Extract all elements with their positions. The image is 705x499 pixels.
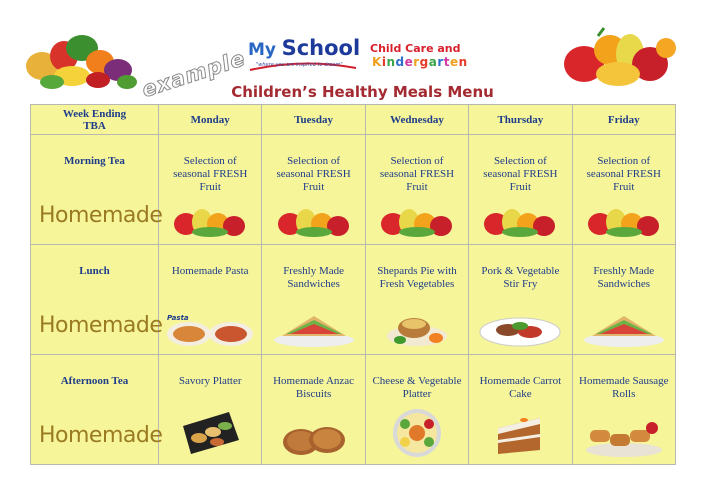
- menu-item-text: Selection of seasonal FRESH Fruit: [586, 155, 661, 193]
- menu-item-text: Freshly Made Sandwiches: [593, 265, 655, 290]
- menu-cell: [159, 355, 262, 465]
- menu-cell: [365, 355, 468, 465]
- kindergarten-letter: e: [450, 55, 459, 69]
- menu-item-text: Selection of seasonal FRESH Fruit: [379, 155, 455, 193]
- menu-cell: [572, 355, 675, 465]
- cheese-platter-image: [387, 408, 447, 458]
- homemade-badge: Homemade: [39, 423, 163, 448]
- table-header-row: [31, 105, 676, 135]
- row-label-cell: [31, 355, 163, 465]
- fruit-image: [586, 204, 662, 238]
- day-header-tuesday: Tuesday: [262, 105, 365, 135]
- sandwich-image: [272, 312, 356, 348]
- row-label: Morning Tea: [64, 155, 125, 167]
- kindergarten-letter: r: [437, 55, 444, 69]
- fruit-bowl-image: [558, 24, 680, 90]
- example-stamp: example: [138, 46, 249, 102]
- fruit-image: [172, 204, 248, 238]
- kindergarten-letter: g: [419, 55, 429, 69]
- table-row: [31, 135, 676, 245]
- kindergarten-letter: n: [386, 55, 396, 69]
- sandwich-image: [582, 312, 666, 348]
- menu-cell: [262, 135, 365, 245]
- menu-item-text: Freshly Made Sandwiches: [283, 265, 344, 290]
- menu-cell: [262, 355, 365, 465]
- day-header-monday: Monday: [159, 105, 262, 135]
- page-title: Children’s Healthy Meals Menu: [231, 83, 494, 101]
- menu-item-text: Selection of seasonal FRESH Fruit: [483, 155, 558, 193]
- page-header: [0, 0, 705, 104]
- menu-cell: [469, 245, 572, 355]
- day-header-friday: Friday: [572, 105, 675, 135]
- row-label: Afternoon Tea: [60, 375, 129, 387]
- kindergarten-letter: r: [413, 55, 420, 69]
- menu-item-text: Homemade Sausage Rolls: [579, 375, 669, 400]
- menu-item-text: Shepards Pie with Fresh Vegetables: [377, 265, 457, 290]
- kindergarten-letter: K: [372, 55, 382, 69]
- menu-cell: [469, 355, 572, 465]
- day-header-thursday: Thursday: [469, 105, 572, 135]
- menu-item-text: Selection of seasonal FRESH Fruit: [276, 155, 351, 193]
- menu-cell: [159, 245, 262, 355]
- table-row: [31, 245, 676, 355]
- menu-cell: [365, 245, 468, 355]
- menu-item-text: Homemade Pasta: [171, 265, 249, 277]
- menu-item-text: Savory Platter: [178, 375, 242, 387]
- my-school-logo: My School: [248, 36, 361, 60]
- menu-cell: [572, 135, 675, 245]
- savory-platter-image: [177, 408, 243, 458]
- row-label-cell: [31, 245, 163, 355]
- menu-cell: [262, 245, 365, 355]
- homemade-badge: Homemade: [39, 203, 163, 228]
- kindergarten-letter: d: [395, 55, 405, 69]
- kindergarten-logo-text: [372, 55, 468, 69]
- table-row: [31, 355, 676, 465]
- fruit-image: [276, 204, 352, 238]
- menu-cell: [469, 135, 572, 245]
- sausage-rolls-image: [584, 418, 664, 458]
- anzac-biscuits-image: [279, 422, 349, 458]
- menu-cell: [572, 245, 675, 355]
- meals-menu-table: [30, 104, 676, 465]
- pasta-tag: Pasta: [167, 314, 189, 322]
- day-header-wednesday: Wednesday: [365, 105, 468, 135]
- week-ending-cell: Week Ending TBA: [31, 105, 159, 135]
- kindergarten-letter: n: [458, 55, 468, 69]
- menu-item-text: Cheese & Vegetable Platter: [372, 375, 462, 400]
- logo-tagline: "where you are inspired to dream": [256, 62, 343, 68]
- stir-fry-image: [478, 312, 562, 348]
- kindergarten-letter: a: [428, 55, 438, 69]
- menu-item-text: Homemade Anzac Biscuits: [273, 375, 355, 400]
- fruit-image: [379, 204, 455, 238]
- kindergarten-letter: t: [443, 55, 451, 69]
- row-label: Lunch: [79, 265, 110, 277]
- childcare-logo-text: Child Care and: [370, 42, 461, 55]
- homemade-badge: Homemade: [39, 313, 163, 338]
- menu-item-text: Selection of seasonal FRESH Fruit: [173, 155, 248, 193]
- menu-item-text: Homemade Carrot Cake: [479, 375, 562, 400]
- pasta-image: [165, 312, 255, 348]
- menu-cell: [365, 135, 468, 245]
- kindergarten-letter: i: [381, 55, 387, 69]
- fruit-image: [482, 204, 558, 238]
- menu-item-text: Pork & Vegetable Stir Fry: [481, 265, 560, 290]
- shepards-pie-image: [382, 310, 452, 348]
- menu-cell: [159, 135, 262, 245]
- row-label-cell: [31, 135, 163, 245]
- carrot-cake-image: [494, 410, 546, 458]
- kindergarten-letter: e: [404, 55, 414, 69]
